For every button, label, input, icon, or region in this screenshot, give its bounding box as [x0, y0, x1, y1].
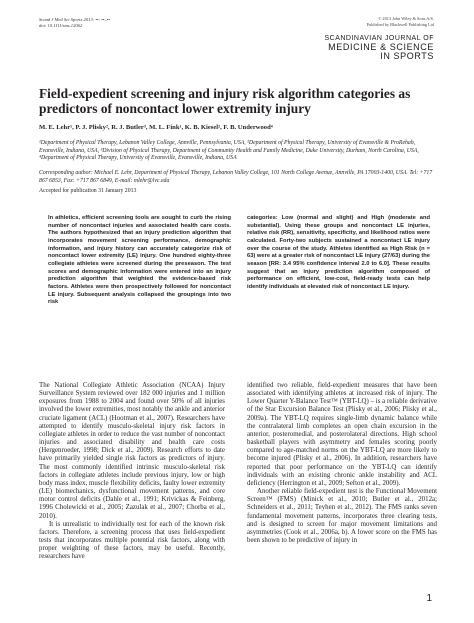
citation-line: Scand J Med Sci Sports 2013: ••: ••–•• — [39, 17, 111, 22]
journal-name-line1: SCANDINAVIAN JOURNAL OF — [324, 35, 434, 42]
body-right-column — [247, 382, 437, 545]
journal-logo — [314, 35, 434, 61]
page-number: 1 — [426, 593, 432, 604]
affiliations: ¹Department of Physical Therapy, Lebanon Valley College, Annville, Pennsylvania, USA, ²Department of Physical Therapy, University of Evansville & ProRehab, Evansville, Indiana, USA, ³Division of Physical Therapy, Department of Community Health and Family Medicine, Duke University, Durham, North Carolina, USA, ⁴Department of Physical Therapy, University of Evansville, Evansville, Indiana, USA — [39, 140, 419, 162]
publisher-line: Published by Blackwell Publishing Ltd — [366, 21, 434, 27]
abstract-left-column: In athletics, efficient screening tools are sought to curb the rising number of noncontact injuries and associated health care costs. The authors hypothesized that an injury prediction algorithm that incorporates movement screening performance, demographic information, and injury history can accurately categorize risk of noncontact lower extremity (LE) injury. One hundred eighty-three collegiate athletes were screened during the preseason. The test scores and demographic information were entered into an injury prediction algorithm that weighted the evidence-based risk factors. Athletes were then prospectively followed for noncontact LE injury. Subsequent analysis collapsed the groupings into two risk — [48, 215, 231, 306]
doi-line: doi: 10.1111/sms.12062 — [39, 23, 83, 28]
accepted-date: Accepted for publication 31 January 2013 — [39, 188, 137, 194]
copyright-block — [367, 16, 434, 27]
journal-citation — [39, 17, 110, 29]
body-paragraph: identified two reliable, field-expedient measures that have been associated with identifying athletes at increased risk of injury. The Lower Quarter Y-Balance Test™ (YBT-LQ) – is a reliable derivative of the Star Excursion Balance Test (Plisky et al., 2006; Plisky et al., 2009a). The YBT-LQ requires single-limb dynamic balance while the contralateral limb completes an open chain excursion in the anterior, posteromedial, and posterolateral directions. High school basketball players with asymmetry and females scoring poorly compared to age-matched norms on the YBT-LQ are more likely to become injured (Plisky et al., 2006). In addition, researchers have reported that poor performance on the YBT-LQ can identify individuals with an existing chronic ankle instability and ACL deficiency (Herrington et al., 2009; Sefton et al., 2009). — [247, 382, 437, 487]
author-list: M. E. Lehr¹, P. J. Plisky², R. J. Butler³, M. L. Fink¹, K. B. Kiesel², F. B. Underwood⁴ — [39, 124, 273, 131]
journal-name-line2: MEDICINE & SCIENCE — [328, 42, 434, 52]
abstract-right-column: categories: Low (normal and slight) and High (moderate and substantial). Using these groups and noncontact LE injuries, relative risk (RR), sensitivity, specificity, and likelihood ratios were calculated. Forty-two subjects sustained a noncontact LE injury over the course of the study. Athletes identified as High Risk (n = 63) were at a greater risk of noncontact LE injury (27/63) during the season [RR: 3.4 95% confidence interval 2.0 to 6.0]. These results suggest that an injury prediction algorithm composed of performance on efficient, low-cost, field-ready tests can help identify individuals at elevated risk of noncontact LE injury. — [247, 215, 430, 290]
body-paragraph: The National Collegiate Athletic Association (NCAA) Injury Surveillance System reviewed over 182 000 injuries and 1 million exposures from 1988 to 2004 and found over 50% of all injuries involved the lower extremities, most notably the ankle and anterior cruciate ligament (ACL) (Hootman et al., 2007). Researchers have attempted to identify musculo-skeletal injury risk factors in collegiate athletes in order to reduce the vast number of noncontact injuries and associated disability and health care costs (Hergenroeder, 1998; Dick et al., 2009). Research efforts to date have primarily yielded single risk factors as predictors of injury. The most commonly identified intrinsic musculo-skeletal risk factors in collegiate athletes include previous injury, low or high body mass index, muscle flexibility deficits, faulty lower extremity (LE) biomechanics, dysfunctional movement patterns, and core motor control deficits (Dahle et al., 1991; Krivickas & Feinberg, 1996 Cholewicki et al., 2005; Zazulak et al., 2007; Chorba et al., 2010). — [39, 382, 225, 520]
copyright-line: © 2013 John Wiley & Sons A/S. — [378, 16, 434, 21]
body-paragraph: It is unrealistic to individually test for each of the known risk factors. Therefore, a screening process that uses field-expedient tests that incorporates multiple potential risk factors, along with proper weighting of these factors, may be useful. Recently, researchers have — [39, 520, 225, 561]
body-left-column — [39, 382, 225, 561]
body-paragraph: Another reliable field-expedient test is the Functional Movement Screen™ (FMS) (Minick et al., 2010; Butler et al., 2012a; Schneiders et al., 2011; Teyhen et al., 2012). The FMS ranks seven fundamental movement patterns, incorporates three clearing tests, and is designed to screen for major movement limitations and asymmetries (Cook et al., 2006a, b). A lower score on the FMS has been shown to be predictive of injury in — [247, 488, 437, 544]
journal-name-line3: IN SPORTS — [380, 51, 434, 61]
corresponding-author: Corresponding author: Michael E. Lehr, Department of Physical Therapy, Lebanon Valley College, 101 North College Avenue, Annville, PA 17003-1400, USA. Tel: +717 867 6853, Fax: +717 867 6849, E-mail: mlehr@lvc.edu — [39, 170, 433, 184]
article-title: Field-expedient screening and injury risk algorithm categories as predictors of noncontact lower extremity injury — [39, 86, 411, 116]
